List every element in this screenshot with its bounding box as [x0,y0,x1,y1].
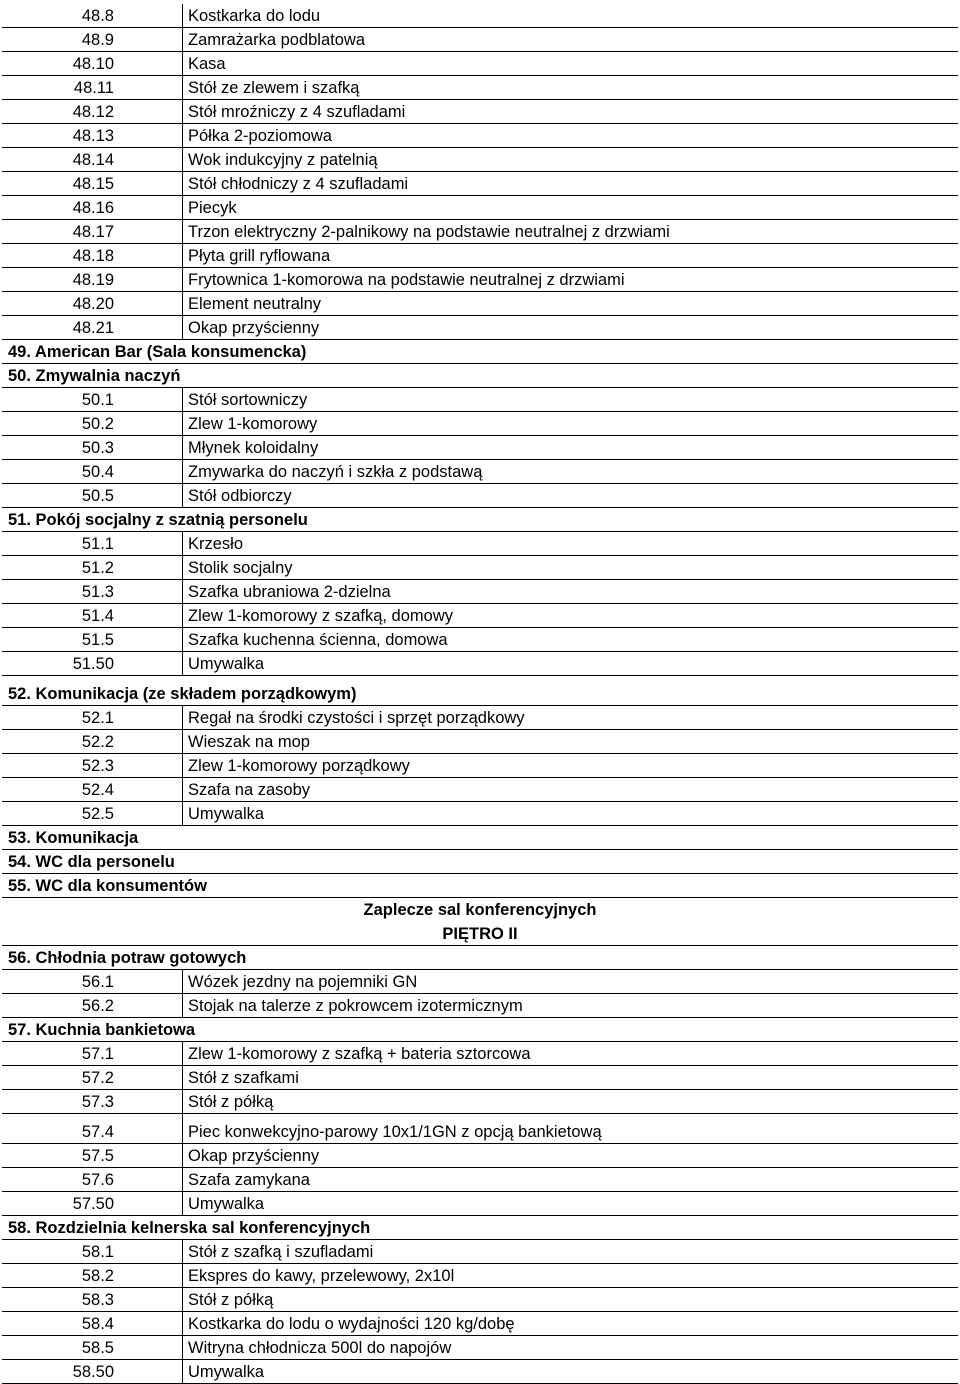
section-title: 56. Chłodnia potraw gotowych [8,949,247,967]
table-row [2,580,958,604]
item-number: 48.18 [72,247,114,265]
item-name: Zlew 1-komorowy z szafką, domowy [188,607,453,625]
section-header [2,340,958,364]
item-number: 57.2 [81,1069,114,1087]
table-row [2,124,958,148]
item-number: 52.5 [81,805,114,823]
item-name: Stół ze zlewem i szafką [188,79,360,97]
item-name: Wieszak na mop [188,733,310,751]
table-row [2,484,958,508]
item-number: 56.1 [81,973,114,991]
item-name: Umywalka [188,655,265,673]
table-row [2,730,958,754]
page-heading [2,898,958,922]
item-number: 48.9 [81,31,114,49]
item-name: Kasa [188,55,226,73]
table-row [2,292,958,316]
item-name: Piecyk [188,199,237,217]
item-number: 51.50 [72,655,114,673]
table-row [2,1312,958,1336]
section-header [2,1018,958,1042]
table-row [2,604,958,628]
item-number: 48.11 [73,79,114,97]
table-row [2,52,958,76]
section-header [2,364,958,388]
item-number: 58.1 [81,1243,114,1261]
item-name: Zamrażarka podblatowa [188,31,366,49]
section-title: 50. Zmywalnia naczyń [8,367,181,385]
section-title: 57. Kuchnia bankietowa [8,1021,196,1039]
item-number: 48.20 [72,295,114,313]
table-row [2,268,958,292]
page-heading [2,922,958,946]
item-number: 48.12 [72,103,114,121]
table-row [2,1090,958,1114]
table-row [2,460,958,484]
item-name: Płyta grill ryflowana [188,247,331,265]
item-number: 51.3 [81,583,114,601]
table-row [2,148,958,172]
table-row [2,388,958,412]
section-header [2,850,958,874]
section-title: 52. Komunikacja (ze składem porządkowym) [8,685,357,703]
table-row [2,196,958,220]
table-row [2,1336,958,1360]
heading-text: Zaplecze sal konferencyjnych [363,901,597,919]
item-name: Młynek koloidalny [188,439,319,457]
item-number: 52.2 [81,733,114,751]
item-name: Piec konwekcyjno-parowy 10x1/1GN z opcją bankietową [188,1123,602,1141]
table-row [2,100,958,124]
table-row [2,244,958,268]
item-name: Zlew 1-komorowy porządkowy [188,757,410,775]
table-row [2,316,958,340]
section-title: 58. Rozdzielnia kelnerska sal konferencyjnych [8,1219,371,1237]
item-name: Stojak na talerze z pokrowcem izotermicznym [188,997,523,1015]
item-name: Okap przyścienny [188,319,320,337]
item-number: 51.1 [81,535,114,553]
item-number: 58.2 [81,1267,114,1285]
section-header [2,946,958,970]
item-name: Stół z półką [188,1291,274,1309]
item-number: 56.2 [81,997,114,1015]
item-name: Krzesło [188,535,244,553]
item-name: Stół mroźniczy z 4 szufladami [188,103,406,121]
item-number: 57.5 [81,1147,114,1165]
item-number: 51.2 [81,559,114,577]
table-row [2,532,958,556]
item-name: Frytownica 1-komorowa na podstawie neutralnej z drzwiami [188,271,625,289]
item-name: Stół z półką [188,1093,274,1111]
item-name: Element neutralny [188,295,321,313]
item-number: 57.50 [72,1195,114,1213]
table-row [2,28,958,52]
item-name: Regał na środki czystości i sprzęt porządkowy [188,709,525,727]
item-name: Stół sortowniczy [188,391,308,409]
item-name: Wok indukcyjny z patelnią [188,151,378,169]
item-name: Witryna chłodnicza 500l do napojów [188,1339,452,1357]
item-name: Wózek jezdny na pojemniki GN [188,973,418,991]
item-name: Trzon elektryczny 2-palnikowy na podstawie neutralnej z drzwiami [188,223,670,241]
item-name: Zmywarka do naczyń i szkła z podstawą [188,463,483,481]
table-row [2,1240,958,1264]
item-number: 51.5 [81,631,114,649]
table-row [2,220,958,244]
table-row [2,994,958,1018]
item-number: 50.2 [81,415,114,433]
table-row [2,436,958,460]
item-name: Okap przyścienny [188,1147,320,1165]
item-name: Półka 2-poziomowa [188,127,332,145]
table-row [2,4,958,28]
section-header [2,874,958,898]
item-number: 50.1 [81,391,114,409]
item-number: 48.15 [72,175,114,193]
item-name: Ekspres do kawy, przelewowy, 2x10l [188,1267,455,1285]
table-row [2,556,958,580]
item-name: Stolik socjalny [188,559,293,577]
item-name: Szafa na zasoby [188,781,310,799]
item-name: Kostkarka do lodu o wydajności 120 kg/dobę [188,1315,515,1333]
item-number: 48.14 [72,151,114,169]
item-number: 57.3 [81,1093,114,1111]
table-row [2,1264,958,1288]
section-header [2,676,958,706]
item-number: 58.4 [81,1315,114,1333]
item-number: 52.4 [81,781,114,799]
section-header [2,508,958,532]
table-row [2,1144,958,1168]
item-name: Stół chłodniczy z 4 szufladami [188,175,409,193]
item-number: 48.8 [81,7,114,25]
item-number: 50.5 [81,487,114,505]
item-name: Stół z szafką i szufladami [188,1243,374,1261]
item-name: Szafka kuchenna ścienna, domowa [188,631,448,649]
item-name: Stół z szafkami [188,1069,299,1087]
item-number: 48.13 [72,127,114,145]
table-row [2,706,958,730]
item-number: 58.5 [81,1339,114,1357]
section-title: 49. American Bar (Sala konsumencka) [8,343,307,361]
table-row [2,76,958,100]
item-number: 52.3 [81,757,114,775]
table-row [2,754,958,778]
item-name: Zlew 1-komorowy z szafką + bateria sztorcowa [188,1045,531,1063]
table-row [2,1288,958,1312]
table-row [2,1360,958,1384]
table-row [2,628,958,652]
item-number: 58.50 [72,1363,114,1381]
item-number: 48.17 [72,223,114,241]
item-number: 48.21 [72,319,114,337]
table-row [2,652,958,676]
table-row [2,1192,958,1216]
section-title: 53. Komunikacja [8,829,139,847]
section-header [2,826,958,850]
section-header [2,1216,958,1240]
item-name: Umywalka [188,805,265,823]
item-number: 48.10 [72,55,114,73]
section-title: 54. WC dla personelu [8,853,175,871]
table-row [2,1168,958,1192]
item-number: 52.1 [81,709,114,727]
item-number: 58.3 [81,1291,114,1309]
item-number: 57.6 [81,1171,114,1189]
item-name: Szafka ubraniowa 2-dzielna [188,583,391,601]
item-name: Zlew 1-komorowy [188,415,318,433]
item-name: Umywalka [188,1195,265,1213]
table-row [2,802,958,826]
item-number: 57.4 [81,1123,114,1141]
section-title: 51. Pokój socjalny z szatnią personelu [8,511,308,529]
item-number: 48.19 [72,271,114,289]
item-number: 48.16 [72,199,114,217]
item-number: 50.4 [81,463,114,481]
item-number: 57.1 [81,1045,114,1063]
table-row [2,970,958,994]
equipment-list [0,4,960,1384]
item-name: Umywalka [188,1363,265,1381]
table-row [2,1042,958,1066]
heading-text: PIĘTRO II [442,925,518,943]
item-number: 50.3 [81,439,114,457]
table-row [2,1066,958,1090]
table-row [2,1114,958,1144]
section-title: 55. WC dla konsumentów [8,877,207,895]
item-name: Stół odbiorczy [188,487,292,505]
table-row [2,778,958,802]
table-row [2,412,958,436]
table-row [2,172,958,196]
item-number: 51.4 [81,607,114,625]
item-name: Kostkarka do lodu [188,7,321,25]
item-name: Szafa zamykana [188,1171,310,1189]
